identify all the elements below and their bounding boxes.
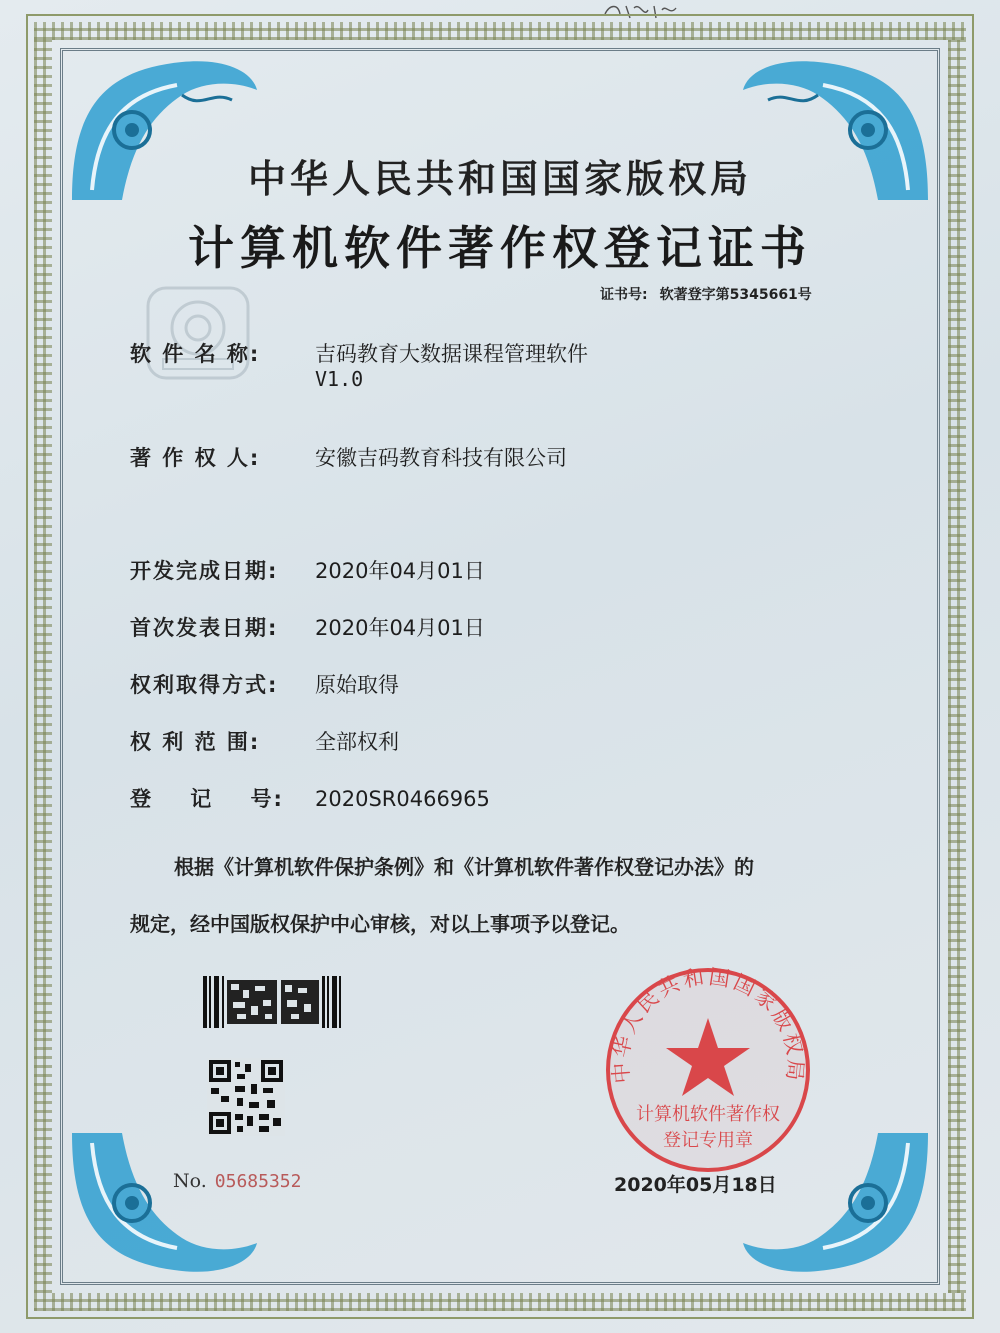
scope-row xyxy=(130,726,399,756)
owner-row xyxy=(130,442,567,472)
software-name-row xyxy=(130,338,588,368)
publish-date-label: 首次发表日期: xyxy=(130,616,279,640)
certificate-number xyxy=(600,284,824,304)
owner-value: 安徽吉码教育科技有限公司 xyxy=(315,446,567,470)
software-name-label: 软 件 名 称: xyxy=(130,342,261,366)
owner-label: 著 作 权 人: xyxy=(130,446,261,470)
svg-text:登记专用章: 登记专用章 xyxy=(663,1130,753,1151)
serial-label: No. xyxy=(173,1170,207,1192)
statement-line-1: 根据《计算机软件保护条例》和《计算机软件著作权登记办法》的 xyxy=(174,855,754,879)
qr-code-icon xyxy=(207,1058,285,1136)
dev-date-row xyxy=(130,555,485,585)
dev-date-value: 2020年04月01日 xyxy=(315,559,485,583)
scope-value: 全部权利 xyxy=(315,730,399,754)
acquire-value: 原始取得 xyxy=(315,673,399,697)
barcode-icon xyxy=(203,976,341,1028)
reg-no-row xyxy=(130,783,490,813)
greek-key-border-top xyxy=(34,22,966,40)
acquire-row xyxy=(130,669,399,699)
official-seal-stamp xyxy=(598,960,818,1180)
svg-text:计算机软件著作权: 计算机软件著作权 xyxy=(636,1104,780,1125)
reg-no-label: 登 记 号: xyxy=(130,787,284,811)
serial-number xyxy=(173,1170,301,1192)
dev-date-label: 开发完成日期: xyxy=(130,559,279,583)
corner-ornament-bottom-left xyxy=(62,1123,262,1283)
serial-value: 05685352 xyxy=(214,1171,302,1192)
acquire-label: 权利取得方式: xyxy=(130,673,279,697)
agency-title: 中华人民共和国国家版权局 xyxy=(247,156,752,201)
publish-date-row xyxy=(130,612,485,642)
publish-date-value: 2020年04月01日 xyxy=(315,616,485,640)
scope-label: 权 利 范 围: xyxy=(130,730,261,754)
emblem-watermark-icon xyxy=(143,283,253,383)
software-name-value: 吉码教育大数据课程管理软件 xyxy=(315,342,588,366)
reg-no-value: 2020SR0466965 xyxy=(315,787,490,811)
certificate-number-label: 证书号: xyxy=(600,287,648,303)
issue-date: 2020年05月18日 xyxy=(614,1174,777,1196)
greek-key-border-bottom xyxy=(34,1293,966,1311)
certificate-title: 计算机软件著作权登记证书 xyxy=(188,221,812,275)
certificate-number-value: 软著登字第5345661号 xyxy=(659,287,812,303)
software-version: V1.0 xyxy=(315,367,364,391)
statement-line-2: 规定，经中国版权保护中心审核，对以上事项予以登记。 xyxy=(130,912,630,936)
svg-text:中华人民共和国国家版权局: 中华人民共和国国家版权局 xyxy=(608,964,808,1085)
